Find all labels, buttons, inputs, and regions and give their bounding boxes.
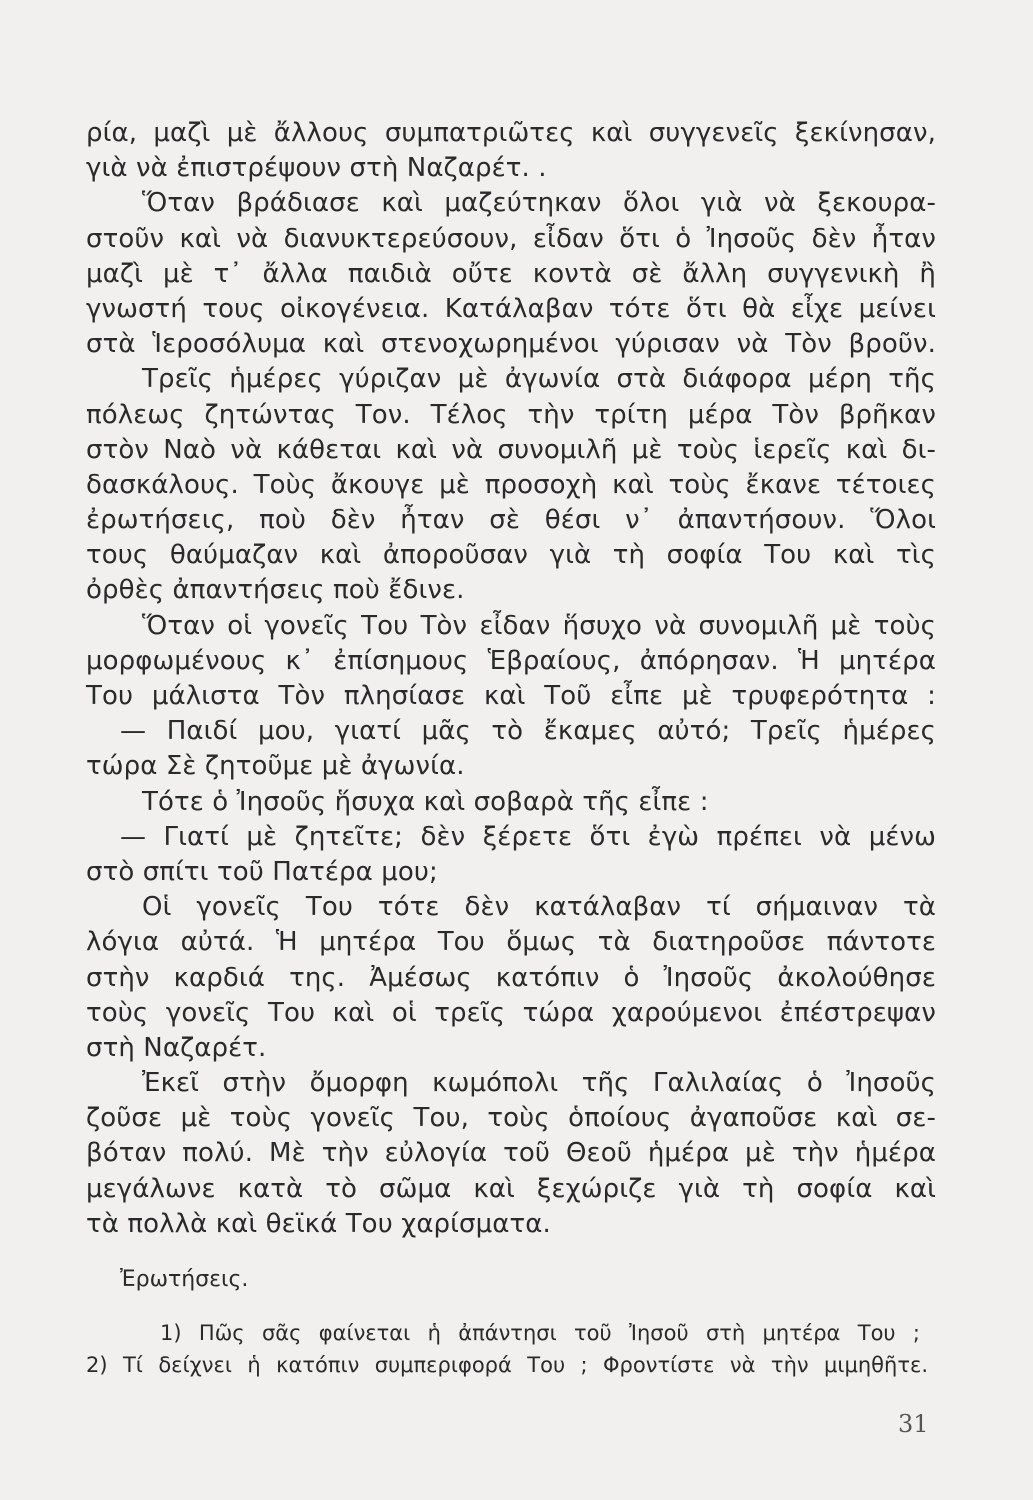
text-line: βόταν πολύ. Μὲ τὴν εὐλογία τοῦ Θεοῦ ἡμέρα μὲ τὴν ἡμέρα [86,1138,936,1169]
text-line: γνωστή τους οἰκογένεια. Κατάλαβαν τότε ὅτι θὰ εἶχε μείνει [86,293,936,324]
text-line: πόλεως ζητώντας Τον. Τέλος τὴν τρίτη μέρα Τὸν βρῆκαν [86,399,936,430]
text-line: Τρεῖς ἡμέρες γύριζαν μὲ ἀγωνία στὰ διάφορα μέρη τῆς [142,364,936,395]
text-line: ὀρθὲς ἀπαντήσεις ποὺ ἔδινε. [86,575,465,606]
body-text [86,116,936,1242]
questions-heading: Ἐρωτήσεις. [120,1267,249,1292]
text-line: ρία, μαζὶ μὲ ἄλλους συμπατριῶτες καὶ συγγενεῖς ξεκίνησαν, [86,118,936,148]
text-line: τοὺς γονεῖς Του καὶ οἱ τρεῖς τώρα χαρούμενοι ἐπέστρεψαν [86,997,936,1028]
text-line: Τότε ὁ Ἰησοῦς ἥσυχα καὶ σοβαρὰ τῆς εἶπε : [142,786,709,817]
text-line: Οἱ γονεῖς Του τότε δὲν κατάλαβαν τί σήμαιναν τὰ [142,892,936,923]
page-number: 31 [898,1410,929,1438]
text-line: τώρα Σὲ ζητοῦμε μὲ ἀγωνία. [86,751,465,782]
text-line: Ἐκεῖ στὴν ὄμορφη κωμόπολι τῆς Γαλιλαίας ὁ Ἰησοῦς [142,1068,936,1099]
text-line: μαζὶ μὲ τ᾽ ἄλλα παιδιὰ οὔτε κοντὰ σὲ ἄλλη συγγενικὴ ἢ [86,258,936,289]
text-line: Του μάλιστα Τὸν πλησίασε καὶ Τοῦ εἶπε μὲ τρυφερότητα : [86,681,936,711]
text-line: στὴ Ναζαρέτ. [86,1032,267,1063]
text-line: τὰ πολλὰ καὶ θεϊκά Του χαρίσματα. [86,1208,551,1239]
text-line: τους θαύμαζαν καὶ ἀποροῦσαν γιὰ τὴ σοφία Του καὶ τὶς [86,540,936,571]
text-line: μορφωμένους κ᾽ ἐπίσημους Ἑβραίους, ἀπόρησαν. Ἡ μητέρα [86,645,936,676]
text-line: — Γιατί μὲ ζητεῖτε; δὲν ξέρετε ὅτι ἐγὼ πρέπει νὰ μένω [120,821,936,852]
text-line: ζοῦσε μὲ τοὺς γονεῖς Του, τοὺς ὁποίους ἀγαποῦσε καὶ σε- [86,1103,936,1134]
text-line: στὰ Ἱεροσόλυμα καὶ στενοχωρημένοι γύρισαν νὰ Τὸν βροῦν. [86,329,936,360]
text-line: στὸν Ναὸ νὰ κάθεται καὶ νὰ συνομιλῆ μὲ τοὺς ἱερεῖς καὶ δι- [86,434,936,465]
text-line: λόγια αὐτά. Ἡ μητέρα Του ὅμως τὰ διατηροῦσε πάντοτε [86,927,936,958]
text-line: ἐρωτήσεις, ποὺ δὲν ἦταν σὲ θέσι ν᾽ ἀπαντήσουν. Ὅλοι [86,505,936,536]
text-line: Ὅταν βράδιασε καὶ μαζεύτηκαν ὅλοι γιὰ νὰ ξεκουρα- [142,188,936,219]
question-item: 1) Πῶς σᾶς φαίνεται ἡ ἀπάντησι τοῦ Ἰησοῦ στὴ μητέρα Του ; [160,1321,920,1345]
text-line: στὴν καρδιά της. Ἀμέσως κατόπιν ὁ Ἰησοῦς ἀκολούθησε [86,962,936,993]
text-line: στοῦν καὶ νὰ διανυκτερεύσουν, εἶδαν ὅτι ὁ Ἰησοῦς δὲν ἦταν [86,223,936,254]
text-line: Ὅταν οἱ γονεῖς Του Τὸν εἶδαν ἥσυχο νὰ συνομιλῆ μὲ τοὺς [142,610,936,641]
text-line: στὸ σπίτι τοῦ Πατέρα μου; [86,856,438,887]
text-line: — Παιδί μου, γιατί μᾶς τὸ ἔκαμες αὐτό; Τρεῖς ἡμέρες [120,716,936,747]
text-line: μεγάλωνε κατὰ τὸ σῶμα καὶ ξεχώριζε γιὰ τὴ σοφία καὶ [86,1173,936,1204]
question-item: 2) Τί δείχνει ἡ κατόπιν συμπεριφορά Του ; Φροντίστε νὰ τὴν μιμηθῆτε. [86,1353,928,1377]
text-line: δασκάλους. Τοὺς ἄκουγε μὲ προσοχὴ καὶ τοὺς ἔκανε τέτοιες [86,469,936,500]
text-line: γιὰ νὰ ἐπιστρέψουν στὴ Ναζαρέτ. . [86,153,547,184]
